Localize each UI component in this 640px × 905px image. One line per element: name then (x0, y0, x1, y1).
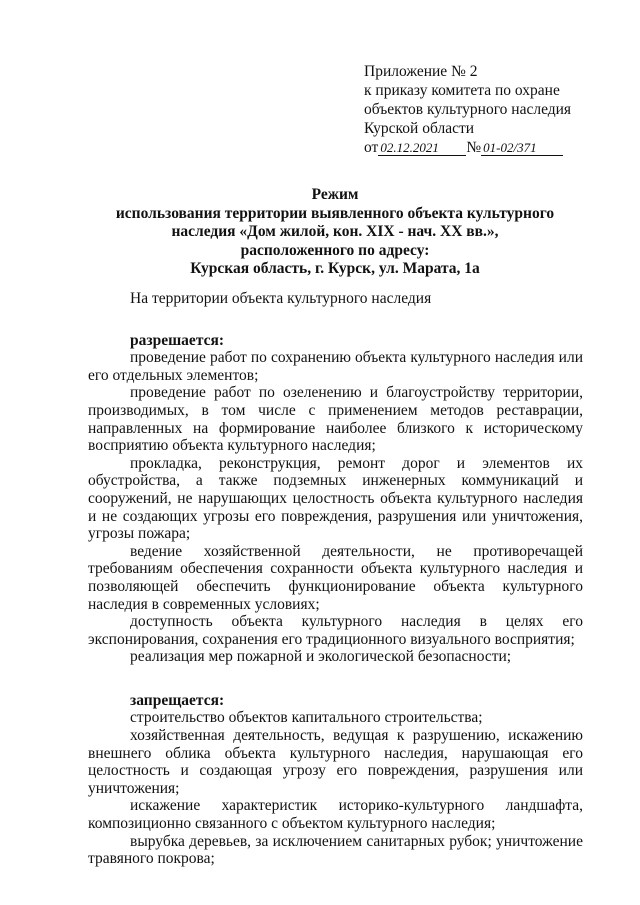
appendix-line: объектов культурного наследия (364, 101, 572, 118)
allowed-item: проведение работ по сохранению объекта культурного наследия или его отдельных элементов; (88, 349, 583, 384)
order-date-number-line (364, 138, 614, 157)
number-label: № (466, 139, 482, 156)
allowed-item: ведение хозяйственной деятельности, не противоречащей требованиям обеспечения сохранности объекта культурного наследия и позволяющей обеспечить функционирование объекта культурного наследия в современных условиях; (88, 542, 583, 613)
document-body (88, 290, 583, 868)
title-line: Курская область, г. Курск, ул. Марата, 1а (190, 260, 480, 277)
title-line: использования территории выявленного объекта культурного (115, 204, 555, 222)
forbidden-item: вырубка деревьев, за исключением санитарных рубок; уничтожение травяного покрова; (88, 832, 583, 868)
title-line: наследия «Дом жилой, кон. XIX - нач. XX вв.», (171, 223, 499, 240)
allowed-heading: разрешается: (130, 331, 225, 349)
order-date: 02.12.2021 (378, 141, 466, 156)
forbidden-item: хозяйственная деятельность, ведущая к разрушению, искажению внешнего облика объекта культурного наследия, нарушающая его целостность и создающая угрозу его повреждения, разрушения или уничтожения; (88, 727, 583, 797)
appendix-line: Приложение № 2 (364, 63, 478, 80)
allowed-item: проведение работ по озеленению и благоустройству территории, производимых, в том числе с применением методов реставрации, направленных на формирование наиболее близкого к историческому восприятию объекта культурного наследия; (88, 384, 583, 455)
forbidden-heading: запрещается: (130, 691, 225, 709)
forbidden-item: строительство объектов капитального строительства; (130, 709, 483, 727)
allowed-item: доступность объекта культурного наследия в целях его экспонирования, сохранения его традиционного визуального восприятия; (88, 613, 583, 648)
title-line: Режим (311, 186, 359, 203)
appendix-line: Курской области (364, 120, 475, 137)
allowed-item: прокладка, реконструкция, ремонт дорог и элементов их обустройства, а также подземных инженерных коммуникаций и сооружений, не нарушающих целостность объекта культурного наследия и не создающих угрозы его повреждения, разрушения или уничтожения, угрозы пожара; (88, 454, 583, 543)
from-label: от (364, 139, 379, 156)
intro-text: На территории объекта культурного наследия (130, 290, 432, 307)
title-line: расположенного по адресу: (240, 241, 430, 259)
section-gap (88, 666, 583, 692)
document-title (95, 186, 575, 279)
order-number: 01-02/371 (481, 141, 563, 156)
appendix-line: к приказу комитета по охране (364, 82, 560, 99)
forbidden-item: искажение характеристик историко-культурного ландшафта, композиционно связанного с объектом культурного наследия; (88, 797, 583, 833)
appendix-block (364, 62, 614, 157)
allowed-item: реализация мер пожарной и экологической безопасности; (130, 648, 512, 666)
